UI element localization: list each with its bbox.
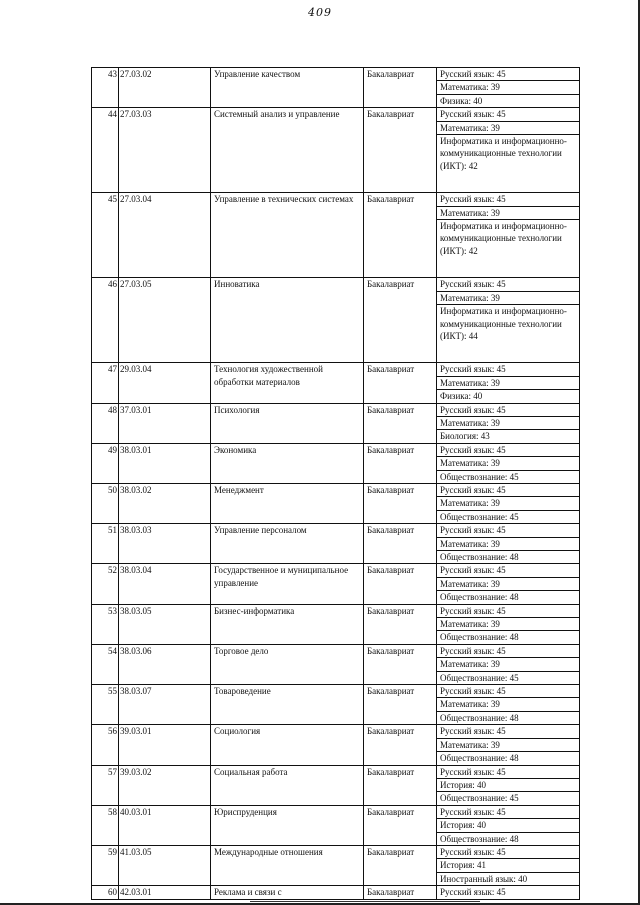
direction-name: Бизнес-информатика [211, 604, 364, 644]
table-row [92, 564, 580, 577]
exam-requirement: Физика: 40 [437, 94, 580, 107]
exam-requirement: Русский язык: 45 [437, 483, 580, 496]
education-level: Бакалавриат [364, 805, 437, 845]
exam-requirement: Обществознание: 48 [437, 832, 580, 845]
table-row [92, 644, 580, 657]
direction-name: Товароведение [211, 685, 364, 725]
direction-code: 38.03.01 [119, 443, 211, 483]
exam-requirement: История: 40 [437, 819, 580, 832]
education-level: Бакалавриат [364, 604, 437, 644]
education-level: Бакалавриат [364, 845, 437, 885]
table-row [92, 805, 580, 818]
exam-requirement: Русский язык: 45 [437, 845, 580, 858]
exam-requirement: Информатика и информационно-коммуникационные технологии (ИКТ): 42 [437, 135, 580, 193]
exam-requirement: Физика: 40 [437, 390, 580, 403]
direction-code: 27.03.04 [119, 193, 211, 278]
direction-code: 38.03.03 [119, 524, 211, 564]
direction-code: 27.03.03 [119, 108, 211, 193]
direction-code: 27.03.02 [119, 68, 211, 108]
direction-code: 38.03.02 [119, 483, 211, 523]
exam-requirement: Математика: 39 [437, 537, 580, 550]
table-row [92, 845, 580, 858]
exam-requirement: Русский язык: 45 [437, 805, 580, 818]
exam-requirement: Математика: 39 [437, 121, 580, 134]
exam-requirement: Обществознание: 48 [437, 551, 580, 564]
exam-requirement: Русский язык: 45 [437, 725, 580, 738]
exam-requirement: Обществознание: 48 [437, 711, 580, 724]
direction-name: Реклама и связи с [211, 886, 364, 899]
education-level: Бакалавриат [364, 68, 437, 108]
exam-requirement: Русский язык: 45 [437, 363, 580, 376]
row-number: 52 [92, 564, 119, 604]
exam-requirement: Русский язык: 45 [437, 685, 580, 698]
row-number: 57 [92, 765, 119, 805]
row-number: 47 [92, 363, 119, 403]
direction-code: 37.03.01 [119, 403, 211, 443]
direction-name: Экономика [211, 443, 364, 483]
direction-code: 38.03.06 [119, 644, 211, 684]
table-row [92, 886, 580, 899]
direction-name: Международные отношения [211, 845, 364, 885]
exam-requirement: Русский язык: 45 [437, 886, 580, 899]
row-number: 49 [92, 443, 119, 483]
education-level: Бакалавриат [364, 685, 437, 725]
direction-name: Управление в технических системах [211, 193, 364, 278]
exam-requirement: Математика: 39 [437, 291, 580, 304]
education-level: Бакалавриат [364, 644, 437, 684]
exam-requirement: Биология: 43 [437, 430, 580, 443]
exam-requirement: Математика: 39 [437, 497, 580, 510]
direction-code: 39.03.01 [119, 725, 211, 765]
exam-requirement: Русский язык: 45 [437, 564, 580, 577]
exam-requirement: Математика: 39 [437, 658, 580, 671]
exam-requirement: Иностранный язык: 40 [437, 872, 580, 885]
table-row [92, 193, 580, 206]
exam-requirement: Обществознание: 45 [437, 792, 580, 805]
row-number: 45 [92, 193, 119, 278]
education-level: Бакалавриат [364, 363, 437, 403]
row-number: 44 [92, 108, 119, 193]
row-number: 60 [92, 886, 119, 899]
exam-requirement: Математика: 39 [437, 376, 580, 389]
exam-requirement: Обществознание: 45 [437, 510, 580, 523]
exam-requirement: Русский язык: 45 [437, 278, 580, 291]
row-number: 55 [92, 685, 119, 725]
exam-requirement: Русский язык: 45 [437, 403, 580, 416]
row-number: 53 [92, 604, 119, 644]
exam-requirement: Русский язык: 45 [437, 644, 580, 657]
education-level: Бакалавриат [364, 886, 437, 899]
education-level: Бакалавриат [364, 193, 437, 278]
table-row [92, 685, 580, 698]
table-row [92, 443, 580, 456]
exam-requirement: Русский язык: 45 [437, 765, 580, 778]
page-number-mark: 409 [308, 6, 332, 19]
table-row [92, 483, 580, 496]
exam-requirement: История: 41 [437, 859, 580, 872]
education-level: Бакалавриат [364, 403, 437, 443]
education-level: Бакалавриат [364, 443, 437, 483]
direction-name: Менеджмент [211, 483, 364, 523]
table-row [92, 403, 580, 416]
direction-name: Инноватика [211, 278, 364, 363]
exam-requirement: Математика: 39 [437, 618, 580, 631]
direction-code: 38.03.05 [119, 604, 211, 644]
table-body [92, 68, 580, 900]
direction-name: Системный анализ и управление [211, 108, 364, 193]
direction-name: Управление качеством [211, 68, 364, 108]
education-level: Бакалавриат [364, 483, 437, 523]
table-row [92, 725, 580, 738]
exam-requirement: Обществознание: 45 [437, 671, 580, 684]
direction-name: Торговое дело [211, 644, 364, 684]
direction-code: 39.03.02 [119, 765, 211, 805]
education-level: Бакалавриат [364, 564, 437, 604]
direction-code: 38.03.07 [119, 685, 211, 725]
table-row [92, 765, 580, 778]
table-row [92, 363, 580, 376]
exam-requirement: Русский язык: 45 [437, 443, 580, 456]
exam-requirement: Обществознание: 45 [437, 470, 580, 483]
direction-code: 41.03.05 [119, 845, 211, 885]
exam-requirement: Математика: 39 [437, 206, 580, 219]
exam-requirement: Русский язык: 45 [437, 68, 580, 81]
table-row [92, 604, 580, 617]
direction-code: 42.03.01 [119, 886, 211, 899]
row-number: 56 [92, 725, 119, 765]
row-number: 59 [92, 845, 119, 885]
admission-table [91, 67, 580, 900]
direction-code: 29.03.04 [119, 363, 211, 403]
row-number: 48 [92, 403, 119, 443]
direction-name: Государственное и муниципальное управление [211, 564, 364, 604]
exam-requirement: Математика: 39 [437, 577, 580, 590]
row-number: 51 [92, 524, 119, 564]
exam-requirement: История: 40 [437, 778, 580, 791]
row-number: 46 [92, 278, 119, 363]
direction-name: Юриспруденция [211, 805, 364, 845]
row-number: 43 [92, 68, 119, 108]
exam-requirement: Обществознание: 48 [437, 752, 580, 765]
exam-requirement: Информатика и информационно-коммуникационные технологии (ИКТ): 44 [437, 305, 580, 363]
education-level: Бакалавриат [364, 108, 437, 193]
exam-requirement: Информатика и информационно-коммуникационные технологии (ИКТ): 42 [437, 220, 580, 278]
education-level: Бакалавриат [364, 725, 437, 765]
exam-requirement: Математика: 39 [437, 416, 580, 429]
row-number: 54 [92, 644, 119, 684]
exam-requirement: Русский язык: 45 [437, 604, 580, 617]
bottom-divider [250, 901, 480, 902]
exam-requirement: Обществознание: 48 [437, 631, 580, 644]
exam-requirement: Математика: 39 [437, 81, 580, 94]
exam-requirement: Математика: 39 [437, 698, 580, 711]
direction-name: Управление персоналом [211, 524, 364, 564]
row-number: 58 [92, 805, 119, 845]
direction-code: 27.03.05 [119, 278, 211, 363]
direction-name: Социальная работа [211, 765, 364, 805]
education-level: Бакалавриат [364, 524, 437, 564]
exam-requirement: Русский язык: 45 [437, 524, 580, 537]
direction-name: Социология [211, 725, 364, 765]
education-level: Бакалавриат [364, 765, 437, 805]
direction-code: 40.03.01 [119, 805, 211, 845]
exam-requirement: Математика: 39 [437, 457, 580, 470]
direction-name: Психология [211, 403, 364, 443]
exam-requirement: Обществознание: 48 [437, 591, 580, 604]
table-row [92, 524, 580, 537]
direction-code: 38.03.04 [119, 564, 211, 604]
table-row [92, 68, 580, 81]
exam-requirement: Русский язык: 45 [437, 108, 580, 121]
exam-requirement: Русский язык: 45 [437, 193, 580, 206]
education-level: Бакалавриат [364, 278, 437, 363]
table-row [92, 108, 580, 121]
table-row [92, 278, 580, 291]
exam-requirement: Математика: 39 [437, 738, 580, 751]
direction-name: Технология художественной обработки материалов [211, 363, 364, 403]
row-number: 50 [92, 483, 119, 523]
